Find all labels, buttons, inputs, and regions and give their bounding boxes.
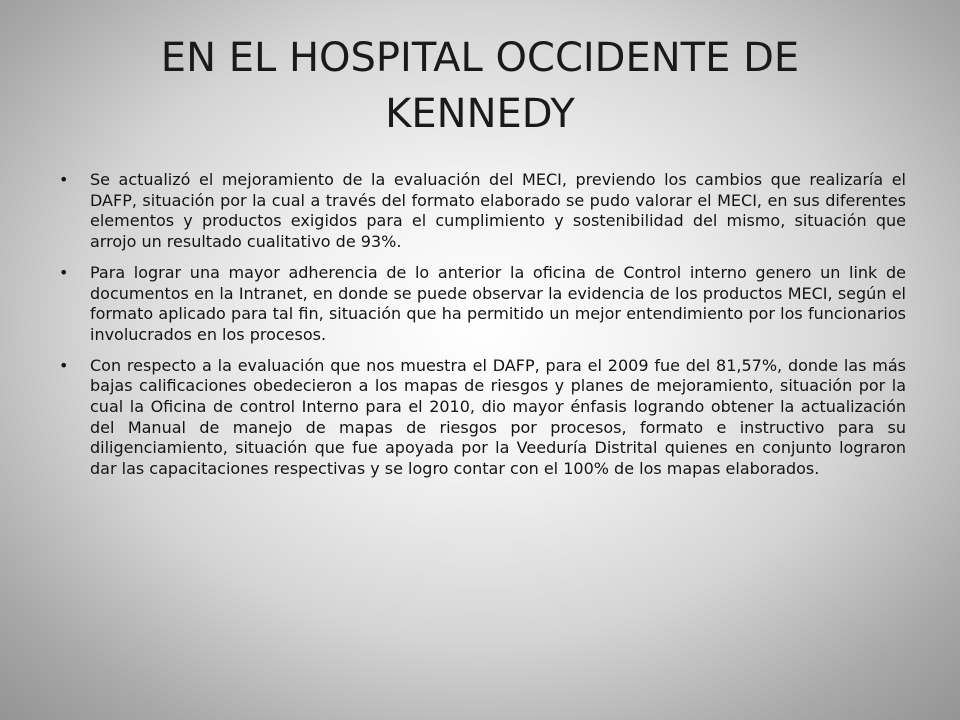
bullet-icon: • xyxy=(59,262,69,282)
bullet-icon: • xyxy=(59,355,69,375)
bullet-list xyxy=(54,170,906,490)
bullet-item xyxy=(54,356,906,480)
bullet-text: Para lograr una mayor adherencia de lo anterior la oficina de Control interno genero un link de documentos en la Intranet, en donde se puede observar la evidencia de los productos MECI, según el formato aplicado para tal fin, situación que ha permitido un mejor entendimiento por los funcionarios involucrados en los procesos. xyxy=(90,262,906,344)
bullet-icon: • xyxy=(59,170,69,189)
bullet-text: Con respecto a la evaluación que nos muestra el DAFP, para el 2009 fue del 81,57%, donde las más bajas calificaciones obedecieron a los mapas de riesgos y planes de mejoramiento, situación por la cual la Oficina de control Interno para el 2010, dio mayor énfasis logrando obtener la actualización del Manual de manejo de mapas de riesgos por procesos, formato e instructivo para su diligenciamiento, situación que fue apoyada por la Veeduría Distrital quienes en conjunto lograron dar las capacitaciones respectivas y se logro contar con el 100% de los mapas elaborados. xyxy=(90,355,906,479)
slide-title: EN EL HOSPITAL OCCIDENTE DE KENNEDY xyxy=(160,35,800,137)
bullet-item xyxy=(54,170,906,253)
bullet-text: Se actualizó el mejoramiento de la evaluación del MECI, previendo los cambios que realizaría el DAFP, situación por la cual a través del formato elaborado se pudo valorar el MECI, en sus diferentes elementos y productos exigidos para el cumplimiento y sostenibilidad del mismo, situación que arrojo un resultado cualitativo de 93%. xyxy=(90,170,906,252)
bullet-item xyxy=(54,263,906,346)
